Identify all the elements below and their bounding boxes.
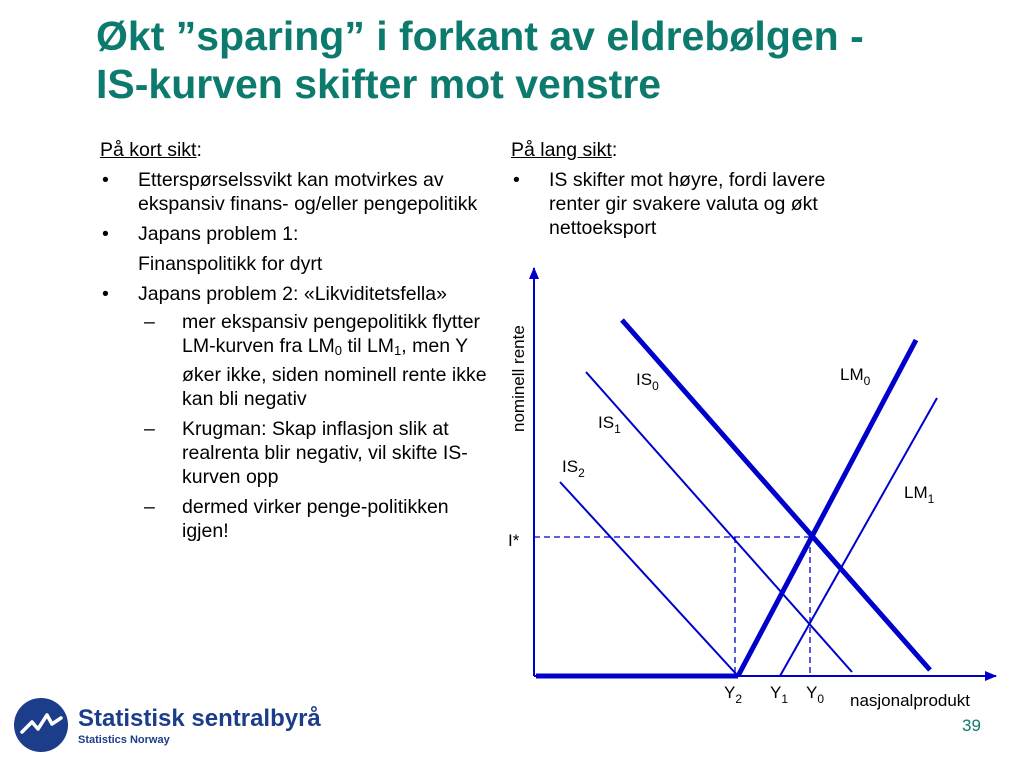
ssb-logo-icon bbox=[14, 698, 68, 752]
ssb-logo-subtitle: Statistics Norway bbox=[78, 734, 170, 746]
y2-tick-label: $Y_2$ bbox=[724, 683, 743, 706]
sub-bullet-text: Krugman: Skap inflasjon slik at realrenta blir negativ, vil skifte IS-kurven opp bbox=[182, 418, 468, 488]
is1-curve bbox=[586, 372, 852, 672]
sub-text-part: til LM bbox=[342, 335, 395, 357]
bullet-text: Etterspørselssvikt kan motvirkes av ekspansiv finans- og/eller pengepolitikk bbox=[138, 169, 478, 215]
bullet-text: IS skifter mot høyre, fordi lavere renter gir svakere valuta og økt nettoeksport bbox=[549, 169, 826, 239]
y1-tick-label: $Y_1$ bbox=[770, 683, 789, 706]
dash-icon: – bbox=[144, 418, 155, 440]
bullet-dot-icon: • bbox=[102, 223, 109, 245]
short-term-heading-text: På kort sikt bbox=[100, 139, 197, 161]
bullet-dot-icon: • bbox=[513, 169, 520, 191]
is0-label: $IS_0$ bbox=[636, 370, 659, 393]
bullet-text: Japans problem 2: «Likviditetsfella» bbox=[138, 283, 447, 305]
is2-label: $IS_2$ bbox=[562, 457, 585, 480]
title-line-1: Økt ”sparing” i forkant av eldrebølgen - bbox=[96, 13, 864, 59]
bullet-text: Japans problem 1: bbox=[138, 223, 299, 245]
y0-tick-label: $Y_0$ bbox=[806, 683, 825, 706]
title-line-2: IS-kurven skifter mot venstre bbox=[96, 61, 662, 107]
is2-curve bbox=[560, 482, 738, 676]
ssb-logo bbox=[14, 698, 394, 754]
dash-icon: – bbox=[144, 496, 155, 518]
page-number: 39 bbox=[962, 716, 981, 735]
lm0-label: $LM_0$ bbox=[840, 365, 871, 388]
long-term-heading-text: På lang sikt bbox=[511, 139, 612, 161]
bullet-dot-icon: • bbox=[102, 169, 109, 191]
dash-icon: – bbox=[144, 311, 155, 333]
subscript: 0 bbox=[334, 343, 343, 358]
sub-text-part: mer ekspansiv pengepolitikk flytter LM-kurven fra LM bbox=[182, 311, 481, 357]
bullet-dot-icon: • bbox=[102, 283, 109, 305]
y-axis-label: nominell rente bbox=[509, 325, 528, 432]
is0-curve bbox=[622, 320, 930, 670]
long-term-heading-colon: : bbox=[611, 139, 618, 161]
bullet-text-continued: Finanspolitikk for dyrt bbox=[138, 253, 323, 275]
subscript: 1 bbox=[394, 343, 402, 358]
sub-bullet-text: dermed virker penge-politikken igjen! bbox=[182, 496, 449, 542]
ssb-logo-name: Statistisk sentralbyrå bbox=[78, 705, 321, 732]
lm1-curve bbox=[780, 398, 937, 676]
lm1-label: $LM_1$ bbox=[904, 483, 935, 506]
sub-text-part: , men Y øker ikke, siden nominell rente ikke kan bli negativ bbox=[182, 335, 487, 410]
x-axis-label: nasjonalprodukt bbox=[850, 691, 971, 710]
rate-label: I* bbox=[508, 531, 520, 550]
short-term-heading-colon: : bbox=[196, 139, 202, 161]
is1-label: $IS_1$ bbox=[598, 413, 621, 436]
